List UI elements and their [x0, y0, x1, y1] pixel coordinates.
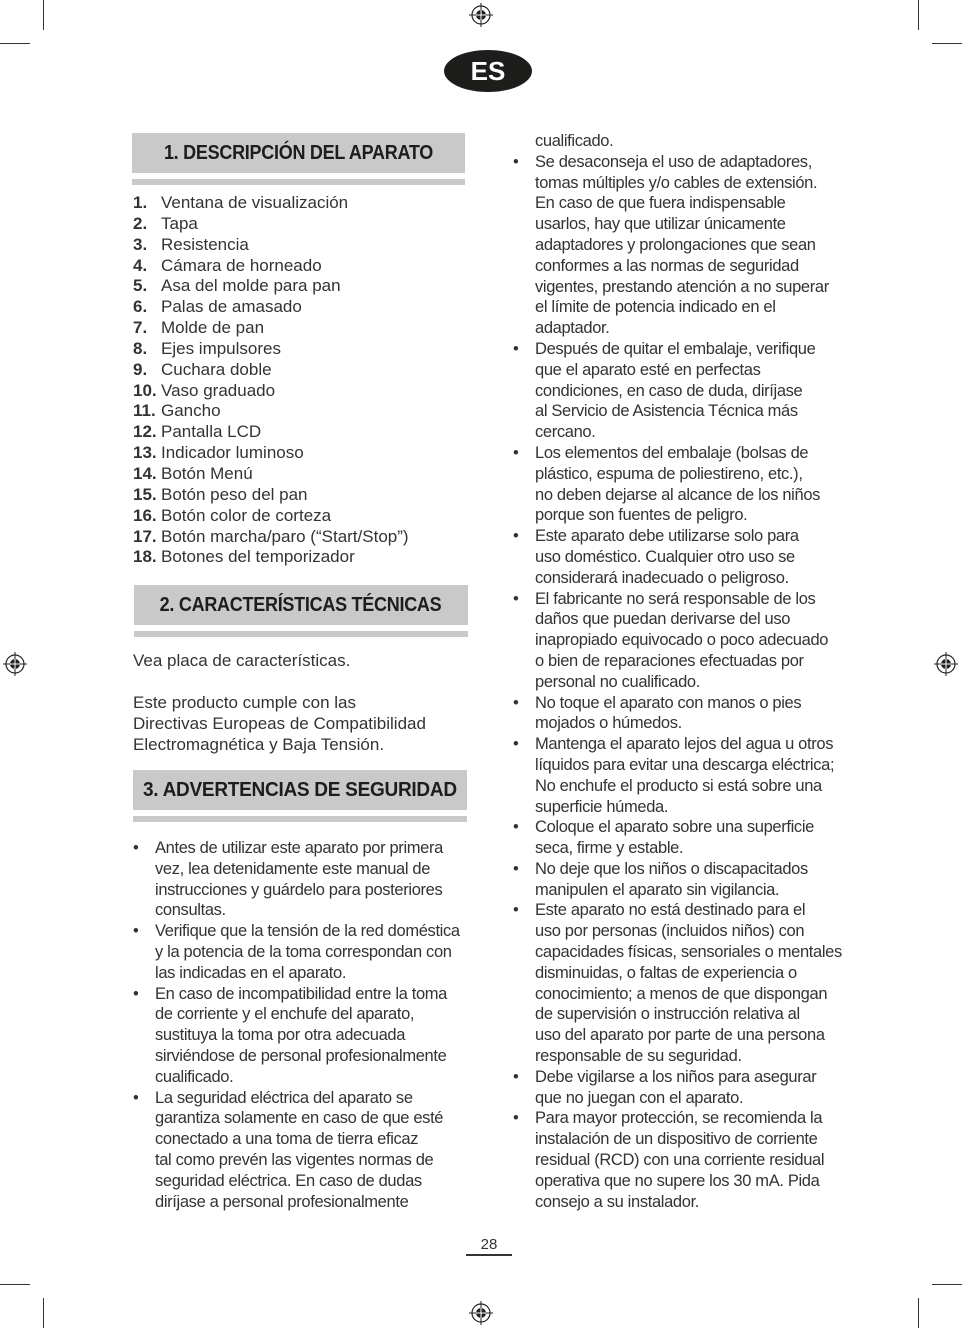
bullet-line: En caso de incompatibilidad entre la toma — [155, 984, 447, 1003]
safety-bullet — [513, 589, 873, 693]
bullet-line: responsable de su seguridad. — [535, 1047, 742, 1066]
crop-mark-br-v — [918, 1298, 919, 1328]
safety-continuation: cualificado. — [535, 132, 614, 150]
bullet-line: de corriente y el enchufe del aparato, — [155, 1005, 415, 1024]
item-number: 16. — [133, 505, 157, 525]
bullet-line: Después de quitar el embalaje, verifique — [535, 339, 816, 358]
bullet-line: plástico, espuma de poliestireno, etc.), — [535, 464, 803, 483]
list-item — [133, 381, 409, 402]
safety-bullet — [513, 152, 873, 339]
item-number: 2. — [133, 213, 148, 233]
bullet-line: usarlos, hay que utilizar únicamente — [535, 215, 786, 234]
bullet-line: porque son fuentes de peligro. — [535, 506, 748, 525]
crop-mark-bl-h — [0, 1284, 30, 1285]
bullet-line: o bien de reparaciones efectuadas por — [535, 651, 804, 670]
bullet-line: uso doméstico. Cualquier otro uso se — [535, 547, 795, 566]
item-number: 6. — [133, 297, 148, 317]
bullet-line: conectado a una toma de tierra eficaz — [155, 1130, 419, 1149]
section-rule — [132, 179, 465, 185]
bullet-line: vigentes, prestando atención a no superar — [535, 277, 829, 296]
bullet-line: uso por personas (incluidos niños) con — [535, 922, 805, 941]
bullet-line: el límite de potencia indicado en el — [535, 298, 776, 317]
registration-mark-icon — [469, 1301, 493, 1325]
bullet-line: Coloque el aparato sobre una superficie — [535, 818, 814, 837]
bullet-line: inapropiado equivocado o poco adecuado — [535, 631, 829, 650]
list-item — [133, 422, 409, 443]
item-number: 4. — [133, 255, 148, 275]
item-label: Cuchara doble — [161, 359, 272, 379]
page-number-rule — [466, 1254, 512, 1256]
item-number: 11. — [133, 401, 156, 421]
bullet-line: condiciones, en caso de duda, diríjase — [535, 381, 803, 400]
bullet-line: tal como prevén las vigentes normas de — [155, 1150, 434, 1169]
item-label: Gancho — [161, 401, 221, 421]
item-number: 8. — [133, 338, 148, 358]
compliance-line: Electromagnética y Baja Tensión. — [133, 734, 385, 754]
safety-bullet — [513, 693, 873, 735]
bullet-line: líquidos para evitar una descarga eléctrica; — [535, 755, 835, 774]
item-label: Molde de pan — [161, 318, 265, 338]
item-number: 12. — [133, 422, 157, 442]
bullet-line: personal no cualificado. — [535, 672, 700, 691]
item-label: Botón peso del pan — [161, 484, 308, 504]
safety-list-right — [513, 131, 873, 1212]
bullet-line: Mantenga el aparato lejos del agua u otros — [535, 735, 834, 754]
bullet-line: daños que puedan derivarse del uso — [535, 610, 791, 629]
item-label: Pantalla LCD — [161, 422, 262, 442]
item-label: Indicador luminoso — [161, 443, 304, 463]
safety-bullet — [513, 900, 873, 1066]
bullet-line: residual (RCD) con una corriente residual — [535, 1151, 825, 1170]
bullet-line: uso del aparato por parte de una persona — [535, 1026, 825, 1045]
item-number: 15. — [133, 484, 157, 504]
language-badge: ES — [444, 50, 532, 92]
bullet-line: Antes de utilizar este aparato por primera — [155, 839, 443, 857]
section-title-technical: 2. CARACTERÍSTICAS TÉCNICAS — [134, 585, 468, 625]
bullet-line: instalación de un dispositivo de corriente — [535, 1130, 818, 1149]
bullet-line: seca, firme y estable. — [535, 839, 684, 858]
safety-bullet — [513, 734, 873, 817]
safety-bullet — [133, 838, 483, 921]
bullet-line: al Servicio de Asistencia Técnica más — [535, 402, 798, 421]
list-item — [133, 297, 409, 318]
bullet-line: que no juegan con el aparato. — [535, 1088, 744, 1107]
bullet-line: las indicadas en el aparato. — [155, 963, 347, 982]
bullet-line: No enchufe el producto si está sobre una — [535, 776, 822, 795]
bullet-line: Los elementos del embalaje (bolsas de — [535, 443, 809, 462]
bullet-line: cualificado. — [155, 1067, 234, 1086]
safety-bullet — [513, 859, 873, 901]
crop-mark-tl-v — [43, 0, 44, 30]
item-label: Asa del molde para pan — [161, 276, 341, 296]
safety-bullet — [513, 817, 873, 859]
list-item — [133, 443, 409, 464]
bullet-line: instrucciones y guárdelo para posteriores — [155, 880, 443, 899]
bullet-line: superficie húmeda. — [535, 797, 669, 816]
item-label: Tapa — [161, 213, 198, 233]
section-rule — [133, 816, 467, 822]
safety-bullet — [513, 1067, 873, 1109]
bullet-line: sustituya la toma por otra adecuada — [155, 1026, 406, 1045]
bullet-line: No toque el aparato con manos o pies — [535, 693, 802, 712]
parts-list — [133, 193, 409, 568]
bullet-line: considerará inadecuado o peligroso. — [535, 568, 789, 587]
compliance-line: Este producto cumple con las — [133, 693, 357, 712]
item-number: 5. — [133, 276, 148, 296]
bullet-line: adaptador. — [535, 319, 610, 338]
bullet-line: La seguridad eléctrica del aparato se — [155, 1088, 413, 1107]
bullet-line: Para mayor protección, se recomienda la — [535, 1109, 823, 1128]
bullet-line: que el aparato esté en perfectas — [535, 360, 761, 379]
item-label: Cámara de horneado — [161, 255, 322, 275]
item-number: 10. — [133, 380, 157, 400]
item-label: Palas de amasado — [161, 297, 302, 317]
bullet-line: tomas múltiples y/o cables de extensión. — [535, 173, 818, 192]
bullet-line: de supervisión o instrucción relativa al — [535, 1005, 800, 1024]
bullet-line: consultas. — [155, 901, 226, 920]
item-number: 14. — [133, 463, 157, 483]
safety-list-left — [133, 838, 483, 1212]
list-item — [133, 318, 409, 339]
safety-bullet — [133, 921, 483, 983]
bullet-line: Este aparato debe utilizarse solo para — [535, 527, 799, 546]
item-label: Botón Menú — [161, 463, 253, 483]
item-label: Vaso graduado — [161, 380, 276, 400]
bullet-line: seguridad eléctrica. En caso de dudas — [155, 1171, 422, 1190]
safety-bullet — [133, 1088, 483, 1213]
bullet-line: operativa que no supere los 30 mA. Pida — [535, 1171, 820, 1190]
list-item — [133, 527, 409, 548]
crop-mark-tr-v — [918, 0, 919, 30]
registration-mark-icon — [3, 652, 27, 676]
page-number: 28 — [480, 1236, 498, 1253]
bullet-line: diríjase a personal profesionalmente — [155, 1192, 409, 1211]
compliance-note — [133, 693, 426, 755]
bullet-line: y la potencia de la toma correspondan con — [155, 942, 452, 961]
list-item — [133, 235, 409, 256]
section-title-safety: 3. ADVERTENCIAS DE SEGURIDAD — [133, 770, 467, 810]
registration-mark-icon — [934, 652, 958, 676]
section-title-description: 1. DESCRIPCIÓN DEL APARATO — [132, 133, 465, 173]
item-number: 1. — [133, 193, 148, 212]
safety-bullet — [513, 526, 873, 588]
crop-mark-br-h — [932, 1284, 962, 1285]
item-number: 17. — [133, 526, 157, 546]
technical-plate-note: Vea placa de características. — [133, 651, 351, 670]
safety-bullet — [513, 339, 873, 443]
bullet-line: manipulen el aparato sin vigilancia. — [535, 880, 780, 899]
list-item — [133, 276, 409, 297]
list-item — [133, 339, 409, 360]
bullet-line: cercano. — [535, 423, 596, 442]
bullet-line: adaptadores y prolongaciones que sean — [535, 235, 816, 254]
bullet-line: sirviéndose de personal profesionalmente — [155, 1046, 447, 1065]
section-rule — [134, 631, 468, 637]
safety-bullet — [133, 984, 483, 1088]
bullet-line: no deben dejarse al alcance de los niños — [535, 485, 821, 504]
list-item — [133, 464, 409, 485]
bullet-line: El fabricante no será responsable de los — [535, 589, 816, 608]
list-item — [133, 547, 409, 568]
item-number: 3. — [133, 234, 148, 254]
bullet-line: conformes a las normas de seguridad — [535, 256, 799, 275]
list-item — [133, 256, 409, 277]
item-label: Resistencia — [161, 234, 249, 254]
bullet-line: vez, lea detenidamente este manual de — [155, 859, 431, 878]
bullet-line: disminuidas, o faltas de experiencia o — [535, 963, 797, 982]
bullet-line: garantiza solamente en caso de que esté — [155, 1109, 444, 1128]
bullet-line: capacidades físicas, sensoriales o mentales — [535, 943, 842, 962]
bullet-line: Debe vigilarse a los niños para asegurar — [535, 1067, 817, 1086]
item-number: 18. — [133, 547, 157, 567]
bullet-line: No deje que los niños o discapacitados — [535, 859, 808, 878]
item-label: Botón marcha/paro (“Start/Stop”) — [161, 526, 409, 546]
registration-mark-icon — [469, 3, 493, 27]
item-label: Botón color de corteza — [161, 505, 332, 525]
item-number: 9. — [133, 359, 148, 379]
item-label: Botones del temporizador — [161, 547, 355, 567]
list-item — [133, 506, 409, 527]
list-item — [133, 360, 409, 381]
list-item — [133, 193, 409, 214]
compliance-line: Directivas Europeas de Compatibilidad — [133, 713, 426, 733]
item-label: Ejes impulsores — [161, 338, 281, 358]
item-number: 13. — [133, 443, 157, 463]
crop-mark-tr-h — [932, 43, 962, 44]
bullet-line: En caso de que fuera indispensable — [535, 194, 786, 213]
bullet-line: Este aparato no está destinado para el — [535, 901, 806, 920]
bullet-line: Verifique que la tensión de la red doméstica — [155, 922, 460, 941]
bullet-line: mojados o húmedos. — [535, 714, 682, 733]
crop-mark-bl-v — [43, 1298, 44, 1328]
bullet-line: consejo a su instalador. — [535, 1192, 700, 1211]
bullet-line: Se desaconseja el uso de adaptadores, — [535, 152, 812, 171]
crop-mark-tl-h — [0, 43, 30, 44]
list-item — [133, 401, 409, 422]
safety-bullet — [513, 1108, 873, 1212]
safety-bullet — [513, 443, 873, 526]
item-number: 7. — [133, 318, 148, 338]
list-item — [133, 214, 409, 235]
bullet-line: conocimiento; a menos de que dispongan — [535, 984, 828, 1003]
list-item — [133, 485, 409, 506]
item-label: Ventana de visualización — [161, 193, 349, 212]
